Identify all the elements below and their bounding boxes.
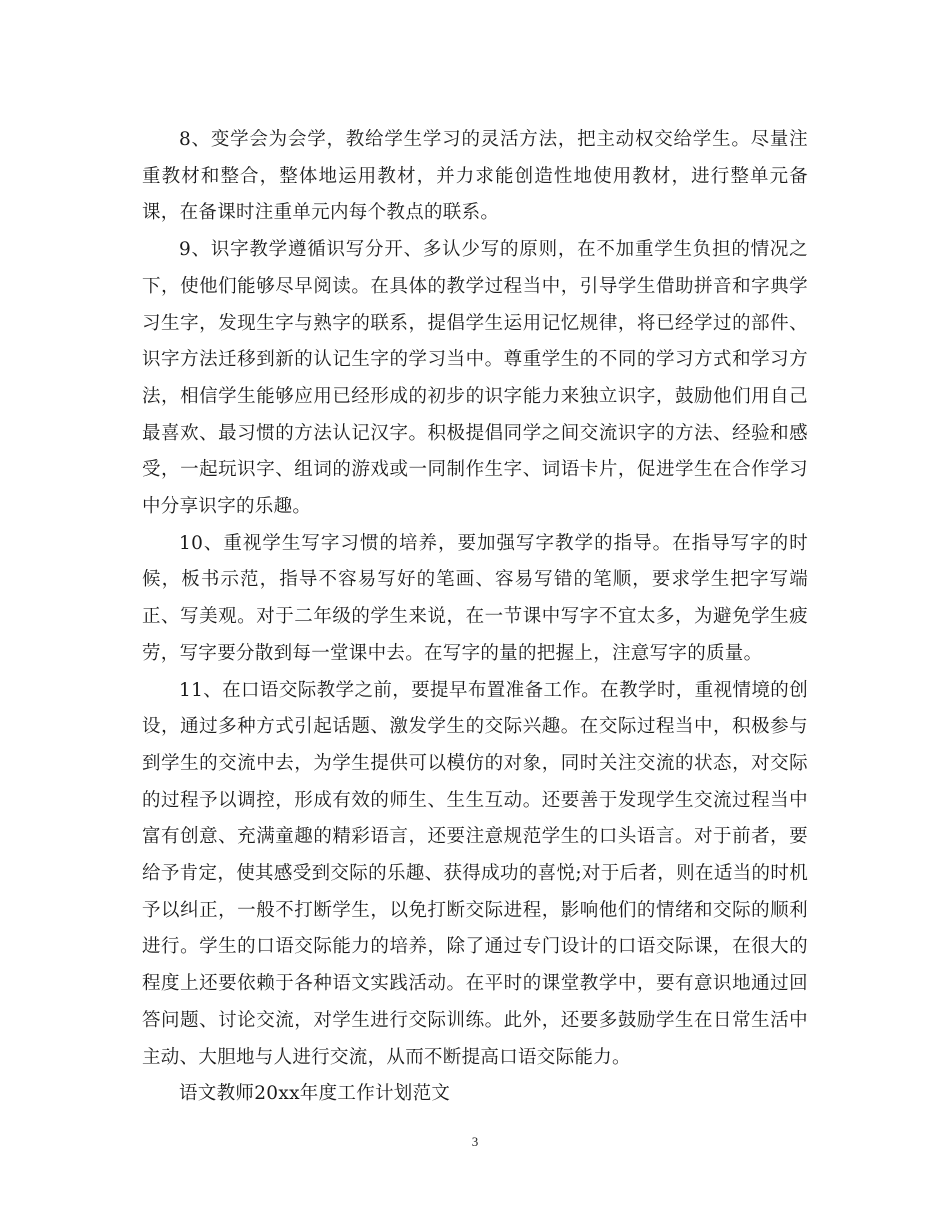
page-number: 3 — [471, 1134, 479, 1149]
section-title: 语文教师20xx年度工作计划范文 — [179, 1083, 451, 1105]
paragraph-item-11: 11、在口语交际教学之前，要提早布置准备工作。在教学时，重视情境的创设，通过多种方式引起话题、激发学生的交际兴趣。在交际过程当中，积极参与到学生的交流中去，为学生提供可以模仿的对象，同时关注交流的状态，对交际的过程予以调控，形成有效的师生、生生互动。还要善于发现学生交流过程当中富有创意、充满童趣的精彩语言，还要注意规范学生的口头语言。对于前者，要给予肯定，使其感受到交际的乐趣、获得成功的喜悦;对于后者，则在适当的时机予以纠正，一般不打断学生，以免打断交际进程，影响他们的情绪和交际的顺利进行。学生的口语交际能力的培养，除了通过专门设计的口语交际课，在很大的程度上还要依赖于各种语文实践活动。在平时的课堂教学中，要有意识地通过回答问题、讨论交流，对学生进行交际训练。此外，还要多鼓励学生在日常生活中主动、大胆地与人进行交流，从而不断提高口语交际能力。 — [142, 679, 808, 1068]
paragraph-item-9: 9、识字教学遵循识写分开、多认少写的原则，在不加重学生负担的情况之下，使他们能够尽早阅读。在具体的教学过程当中，引导学生借助拼音和字典学习生字，发现生字与熟字的联系，提倡学生运用记忆规律，将已经学过的部件、识字方法迁移到新的认记生字的学习当中。尊重学生的不同的学习方式和学习方法，相信学生能够应用已经形成的初步的识字能力来独立识字，鼓励他们用自己最喜欢、最习惯的方法认记汉字。积极提倡同学之间交流识字的方法、经验和感受，一起玩识字、组词的游戏或一同制作生字、词语卡片，促进学生在合作学习中分享识字的乐趣。 — [142, 239, 808, 518]
paragraph-item-8: 8、变学会为会学，教给学生学习的灵活方法，把主动权交给学生。尽量注重教材和整合，整体地运用教材，并力求能创造性地使用教材，进行整单元备课，在备课时注重单元内每个教点的联系。 — [142, 129, 808, 224]
document-body — [142, 122, 808, 1113]
paragraph-item-10: 10、重视学生写字习惯的培养，要加强写字教学的指导。在指导写字的时候，板书示范，指导不容易写好的笔画、容易写错的笔顺，要求学生把字写端正、写美观。对于二年级的学生来说，在一节课中写字不宜太多，为避免学生疲劳，写字要分散到每一堂课中去。在写字的量的把握上，注意写字的质量。 — [142, 532, 808, 664]
